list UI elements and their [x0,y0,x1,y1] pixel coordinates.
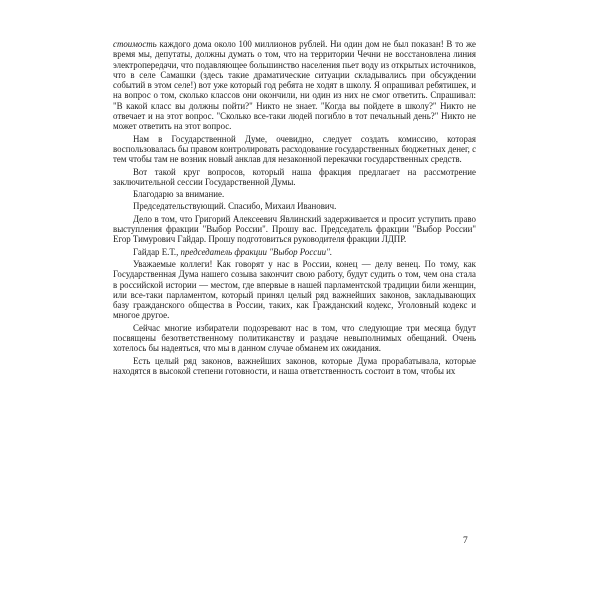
paragraph-8: Уважаемые коллеги! Как говорят у нас в России, конец — делу венец. По тому, как Государственная Дума нашего созыва закончит свою работу, будут судить о том, чем она стала в российской истории — местом, где впервые в нашей парламентской традиции били женщин, или все-таки парламентом, который принял целый ряд важнейших законов, закладывающих базу гражданского общества в России, таких, как Гражданский кодекс, Уголовный кодекс и многое другое. [113,258,476,321]
italic-word: стоимость [113,39,157,49]
paragraph-10: Есть целый ряд законов, важнейших законов, которые Дума прорабатывала, которые находятся в высокой степени готовности, и наша ответственность состоит в том, чтобы их [113,355,476,376]
paragraph-4: Благодарю за внимание. [133,189,225,200]
paragraph-1 [113,39,476,132]
paragraph-5: Председательствующий. Спасибо, Михаил Иванович. [133,201,337,212]
page-number: 7 [463,536,468,546]
page-text [113,39,476,378]
speaker-name: Гайдар Е.Т., [133,246,179,257]
paragraph-7 [113,247,476,257]
paragraph-6: Дело в том, что Григорий Алексеевич Явлинский задерживается и просит уступить право выступления фракции "Выбор России". Прошу вас. Председатель фракции "Выбор России" Егор Тимурович Гайдар. Прошу подготовиться руководителя фракции ЛДПР. [113,213,476,245]
paragraph-1-text: каждого дома около 100 миллионов рублей. Ни один дом не был показан! В то же время мы, депутаты, должны думать о том, что на территории Чечни не восстановлена линия электропередачи, что подавляющее большинство населения пьет воду из открытых источников, что в селе Самашки (здесь такие драматические ситуации складывались при обсуждении событий в этом селе!) вот уже который год ребята не ходят в школу. Я опрашивал ребятишек, и на вопрос о том, сколько классов они окончили, ни один из них не смог ответить. Спрашивал: "В какой класс вы должны пойти?" Никто не знает. "Когда вы пойдете в школу?" Никто не отвечает и на этот вопрос. "Сколько все-таки людей погибло в тот печальный день?" Никто не может ответить на этот вопрос. [113,39,476,132]
paragraph-9: Сейчас многие избиратели подозревают нас в том, что следующие три месяца будут посвящены безответственному политиканству и раздаче невыполнимых обещаний. Очень хотелось бы надеяться, что мы в данном случае обманем их ожидания. [113,322,476,354]
paragraph-2: Нам в Государственной Думе, очевидно, следует создать комиссию, которая воспользовалась бы правом контролировать расходование государственных бюджетных денег, с тем чтобы там не возник новый анклав для незаконной перекачки государственных средств. [113,133,477,165]
paragraph-3: Вот такой круг вопросов, который наша фракция предлагает на рассмотрение заключительной сессии Государственной Думы. [113,166,476,187]
speaker-role: председатель фракции "Выбор России". [178,246,333,257]
